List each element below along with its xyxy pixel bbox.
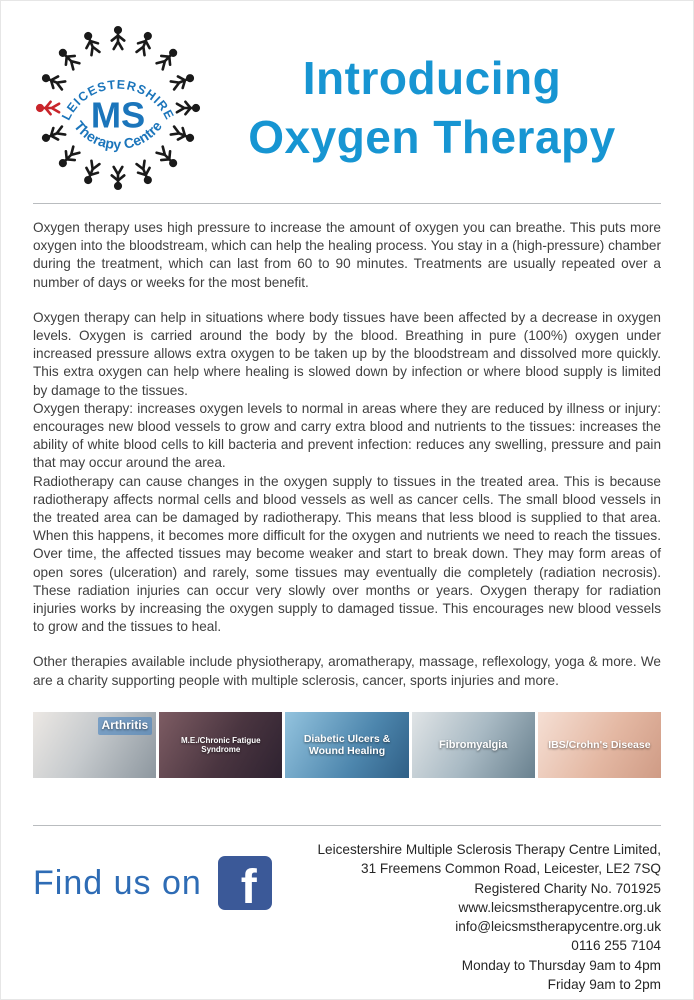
therapy-card-arthritis	[33, 712, 156, 778]
contact-hours-friday: Friday 9am to 2pm	[547, 977, 661, 993]
logo-arc-text-top: LEICESTERSHIRE	[59, 77, 177, 123]
body-paragraph: Other therapies available include physiotherapy, aromatherapy, massage, reflexology, yoga & more. We are a charity supporting people with multiple sclerosis, cancer, sports injuries and more.	[33, 654, 661, 688]
contact-email: info@leicsmstherapycentre.org.uk	[455, 919, 661, 935]
body-paragraph: Oxygen therapy: increases oxygen levels to normal in areas where they are reduced by illness or injury: encourages new blood vessels to grow and carry extra blood and nutrients to the tissues: increases the ability of white blood cells to kill bacteria and prevent infection: reduces any swelling, pressure and pain that may occur around the area.	[33, 400, 661, 471]
contact-charity-number: Registered Charity No. 701925	[474, 880, 661, 896]
footer	[33, 815, 661, 994]
contact-org-name: Leicestershire Multiple Sclerosis Therapy Centre Limited,	[317, 842, 661, 857]
therapy-card-me-chronic-fatigue	[159, 712, 282, 778]
therapy-thumbnails	[33, 712, 661, 778]
therapy-card-diabetic-ulcers	[285, 712, 408, 778]
contact-phone: 0116 255 7104	[571, 938, 661, 954]
logo-arc-text-bottom: Therapy Centre	[70, 118, 166, 154]
body-paragraph: Oxygen therapy uses high pressure to increase the amount of oxygen you can breathe. This puts more oxygen into the bloodstream, which can help the healing process. You stay in a (high-pressure) chamber during the treatment, which can last from 60 to 90 minutes. Treatments are usually repeated over a number of days or weeks for the most benefit.	[33, 220, 661, 290]
bottom-divider	[33, 825, 661, 826]
header	[33, 23, 661, 193]
find-us-label: Find us on	[33, 863, 202, 902]
logo-ms-text: MS	[90, 94, 146, 136]
body-paragraph: Oxygen therapy can help in situations where body tissues have been affected by a decrease in oxygen levels. Oxygen is carried around the body by the blood. Breathing in pure (100%) oxygen under increased pressure allows extra oxygen to be taken up by the bloodstream and dissolved more quickly. This extra oxygen can help where healing is slowed down by infection or where blood supply is limited by damage to the tissues.	[33, 309, 661, 398]
body-paragraph: Radiotherapy can cause changes in the oxygen supply to tissues in the treated area. This is because radiotherapy affects normal cells and blood vessels as well as cancer cells. The small blood vessels in the treated area can be damaged by radiotherapy. This means that less blood is supplied to that area. When this happens, it becomes more difficult for the oxygen and nutrients we need to reach the tissues. Over time, the affected tissues may become weaker and start to break down. They may form areas of open sores (ulceration) and rarely, some tissues may eventually die completely (radiation necrosis). These radiation injuries can occur very slowly over months or years. Oxygen therapy for radiation injuries works by increasing the oxygen supply to damaged tissue. This encourages new blood vessels to grow and the tissues to heal.	[33, 473, 661, 635]
therapy-label: Diabetic Ulcers & Wound Healing	[303, 732, 391, 757]
contact-website: www.leicsmstherapycentre.org.uk	[458, 899, 661, 915]
title-line-2: Oxygen Therapy	[248, 110, 616, 163]
facebook-icon: f	[218, 856, 272, 910]
ms-therapy-centre-logo	[33, 23, 203, 193]
therapy-card-fibromyalgia	[412, 712, 535, 778]
contact-block	[272, 840, 661, 994]
therapy-card-ibs-crohns	[538, 712, 661, 778]
top-divider	[33, 203, 661, 204]
therapy-label: M.E./Chronic Fatigue Syndrome	[181, 735, 261, 754]
page-title	[203, 49, 661, 167]
find-us-on-facebook	[33, 856, 272, 914]
title-line-1: Introducing	[302, 52, 562, 104]
contact-hours-weekday: Monday to Thursday 9am to 4pm	[461, 957, 661, 973]
therapy-label: IBS/Crohn's Disease	[548, 738, 651, 751]
therapy-label: Arthritis	[98, 717, 153, 735]
logo-red-figure	[37, 102, 60, 114]
contact-address: 31 Freemens Common Road, Leicester, LE2 7SQ	[361, 861, 661, 877]
body-copy	[33, 219, 661, 690]
therapy-label: Fibromyalgia	[438, 738, 508, 751]
